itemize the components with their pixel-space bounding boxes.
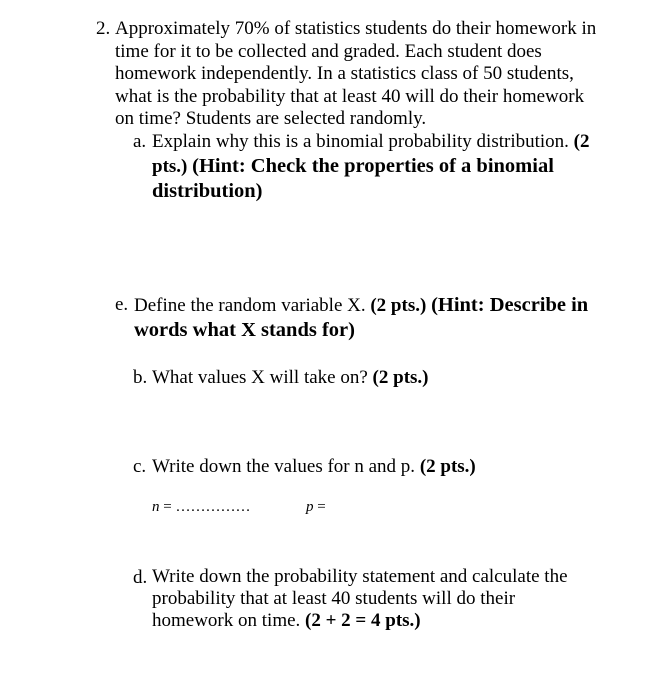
question-number: 2.: [96, 18, 111, 39]
n-blank: ……………: [175, 499, 251, 515]
part-a: [133, 130, 603, 204]
p-variable: p: [306, 499, 314, 515]
part-a-hint: (Hint: Check the properties of a binomial distribution): [152, 155, 554, 202]
part-d-text: Write down the probability statement and calculate the probability that at least 40 students will do their homework on time.: [152, 566, 568, 632]
part-a-body: [152, 130, 603, 204]
part-e: [115, 293, 605, 343]
part-e-points: (2 pts.): [370, 295, 427, 316]
part-e-hint: (Hint: Describe in words what X stands for): [134, 294, 589, 341]
p-equals: =: [317, 499, 326, 515]
part-a-points: (2 pts.): [152, 131, 590, 177]
part-d-body: [152, 566, 583, 633]
part-a-text: Explain why this is a binomial probability distribution.: [152, 131, 569, 152]
part-b-body: [152, 366, 603, 390]
n-equals: =: [163, 499, 172, 515]
part-c-body: [152, 455, 603, 479]
part-b: [133, 366, 603, 390]
question-stem: Approximately 70% of statistics students do their homework in time for it to be collected and graded. Each student does homework independently. In a statistics class of 50 students, what is the probability that at least 40 will do their homework on time? Students are selected randomly.: [115, 18, 597, 130]
part-c-text: Write down the values for n and p.: [152, 456, 416, 477]
part-e-body: [134, 293, 605, 343]
part-c: [133, 455, 603, 479]
part-a-letter: a.: [133, 131, 147, 152]
part-d: [133, 566, 583, 633]
part-d-points: (2 + 2 = 4 pts.): [305, 610, 421, 632]
n-variable: n: [152, 499, 160, 515]
part-c-letter: c.: [133, 456, 147, 477]
part-e-text: Define the random variable X.: [134, 295, 366, 316]
p-formula: [306, 499, 326, 516]
part-b-text: What values X will take on?: [152, 367, 368, 388]
part-b-letter: b.: [133, 367, 148, 388]
part-e-letter: e.: [115, 294, 129, 315]
part-d-letter: d.: [133, 567, 148, 588]
part-c-points: (2 pts.): [419, 456, 476, 477]
part-b-points: (2 pts.): [372, 367, 429, 388]
n-formula: [152, 499, 250, 516]
